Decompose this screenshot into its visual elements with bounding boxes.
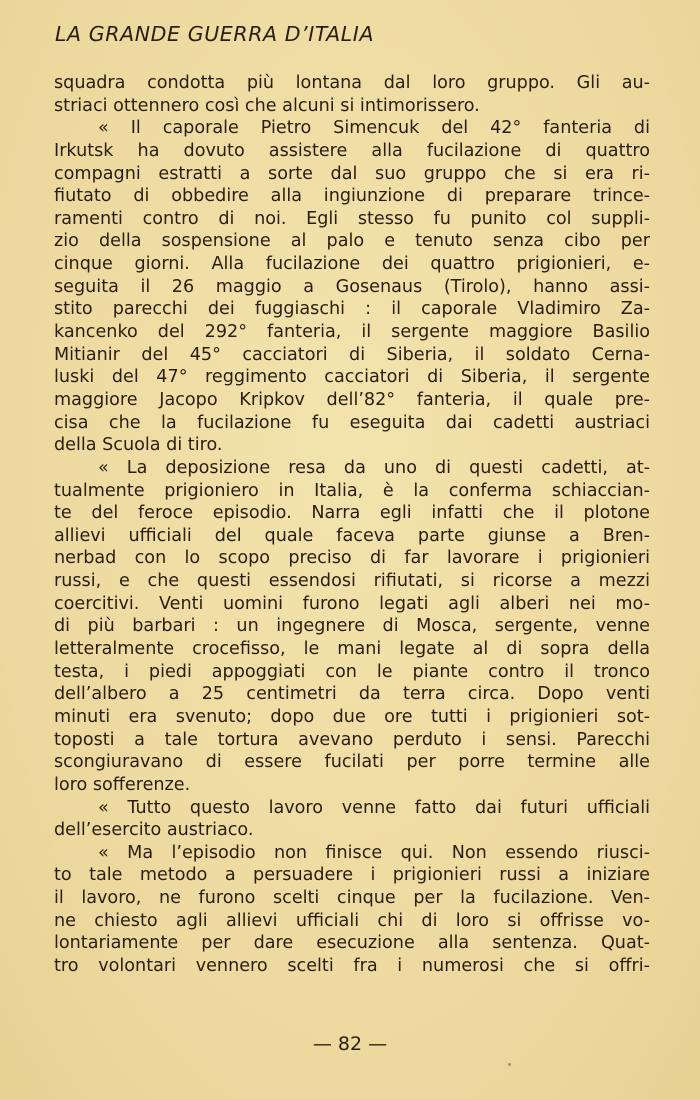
text-line: lontariamente per dare esecuzione alla sentenza. Quat- bbox=[54, 933, 650, 954]
text-line: to tale metodo a persuadere i prigionieri russi a iniziare bbox=[54, 865, 650, 886]
text-line: cinque giorni. Alla fucilazione dei quattro prigionieri, e- bbox=[54, 254, 650, 275]
text-line: della Scuola di tiro. bbox=[54, 435, 223, 456]
text-line: te del feroce episodio. Narra egli infatti che il plotone bbox=[54, 503, 650, 524]
text-line: scongiuravano di essere fucilati per porre termine alle bbox=[54, 752, 650, 773]
text-line: loro sofferenze. bbox=[54, 774, 191, 795]
text-line: zio della sospensione al palo e tenuto senza cibo per bbox=[54, 231, 650, 252]
text-line: testa, i piedi appoggiati con le piante contro il tronco bbox=[54, 661, 650, 682]
text-line: letteralmente crocefisso, le mani legate al di sopra della bbox=[54, 639, 650, 660]
text-line: il lavoro, ne furono scelti cinque per la fucilazione. Ven- bbox=[54, 888, 650, 909]
text-line: striaci ottennero così che alcuni si intimorissero. bbox=[54, 95, 480, 116]
text-line: « La deposizione resa da uno di questi cadetti, at- bbox=[98, 457, 650, 478]
text-line: seguita il 26 maggio a Gosenaus (Tirolo), hanno assi- bbox=[54, 276, 650, 297]
text-line: dell’esercito austriaco. bbox=[54, 820, 254, 841]
text-line: squadra condotta più lontana dal loro gruppo. Gli au- bbox=[54, 73, 650, 93]
paper-speck bbox=[508, 1063, 511, 1066]
page-number: — 82 — bbox=[312, 1033, 388, 1055]
text-line: allievi ufficiali del quale faceva parte giunse a Bren- bbox=[54, 525, 650, 546]
text-line: ne chiesto agli allievi ufficiali chi di loro si offrisse vo- bbox=[54, 910, 650, 931]
text-line: Mitianir del 45° cacciatori di Siberia, il soldato Cerna- bbox=[54, 344, 650, 365]
body-text bbox=[54, 72, 650, 978]
text-line: coercitivi. Venti uomini furono legati agli alberi nei mo- bbox=[54, 593, 650, 614]
text-line: « Ma l’episodio non finisce qui. Non essendo riusci- bbox=[98, 842, 650, 863]
text-line: minuti era svenuto; dopo due ore tutti i prigionieri sot- bbox=[54, 706, 650, 727]
running-title: LA GRANDE GUERRA D’ITALIA bbox=[55, 22, 375, 46]
text-line: maggiore Jacopo Kripkov dell’82° fanteria, il quale pre- bbox=[54, 389, 650, 410]
text-line: fiutato di obbedire alla ingiunzione di preparare trince- bbox=[54, 186, 650, 207]
text-line: kancenko del 292° fanteria, il sergente maggiore Basilio bbox=[54, 322, 650, 343]
text-line: nerbad con lo scopo preciso di far lavorare i prigionieri bbox=[54, 548, 650, 569]
text-line: cisa che la fucilazione fu eseguita dai cadetti austriaci bbox=[54, 412, 650, 433]
text-line: russi, e che questi essendosi rifiutati, si ricorse a mezzi bbox=[54, 571, 650, 592]
text-line: Irkutsk ha dovuto assistere alla fucilazione di quattro bbox=[54, 140, 650, 161]
text-line: stito parecchi dei fuggiaschi : il caporale Vladimiro Za- bbox=[54, 299, 650, 320]
text-line: tualmente prigioniero in Italia, è la conferma schiaccian- bbox=[54, 480, 650, 501]
text-line: ramenti contro di noi. Egli stesso fu punito col suppli- bbox=[54, 208, 650, 229]
text-line: compagni estratti a sorte dal suo gruppo che si era ri- bbox=[54, 163, 650, 184]
text-line: toposti a tale tortura avevano perduto i sensi. Parecchi bbox=[54, 729, 650, 750]
text-line: di più barbari : un ingegnere di Mosca, sergente, venne bbox=[54, 616, 650, 637]
text-line: « Il caporale Pietro Simencuk del 42° fanteria di bbox=[98, 118, 650, 139]
text-line: luski del 47° reggimento cacciatori di Siberia, il sergente bbox=[54, 367, 650, 388]
text-line: dell’albero a 25 centimetri da terra circa. Dopo venti bbox=[54, 684, 650, 705]
text-line: « Tutto questo lavoro venne fatto dai futuri ufficiali bbox=[98, 797, 650, 818]
text-line: tro volontari vennero scelti fra i numerosi che si offri- bbox=[54, 955, 650, 976]
